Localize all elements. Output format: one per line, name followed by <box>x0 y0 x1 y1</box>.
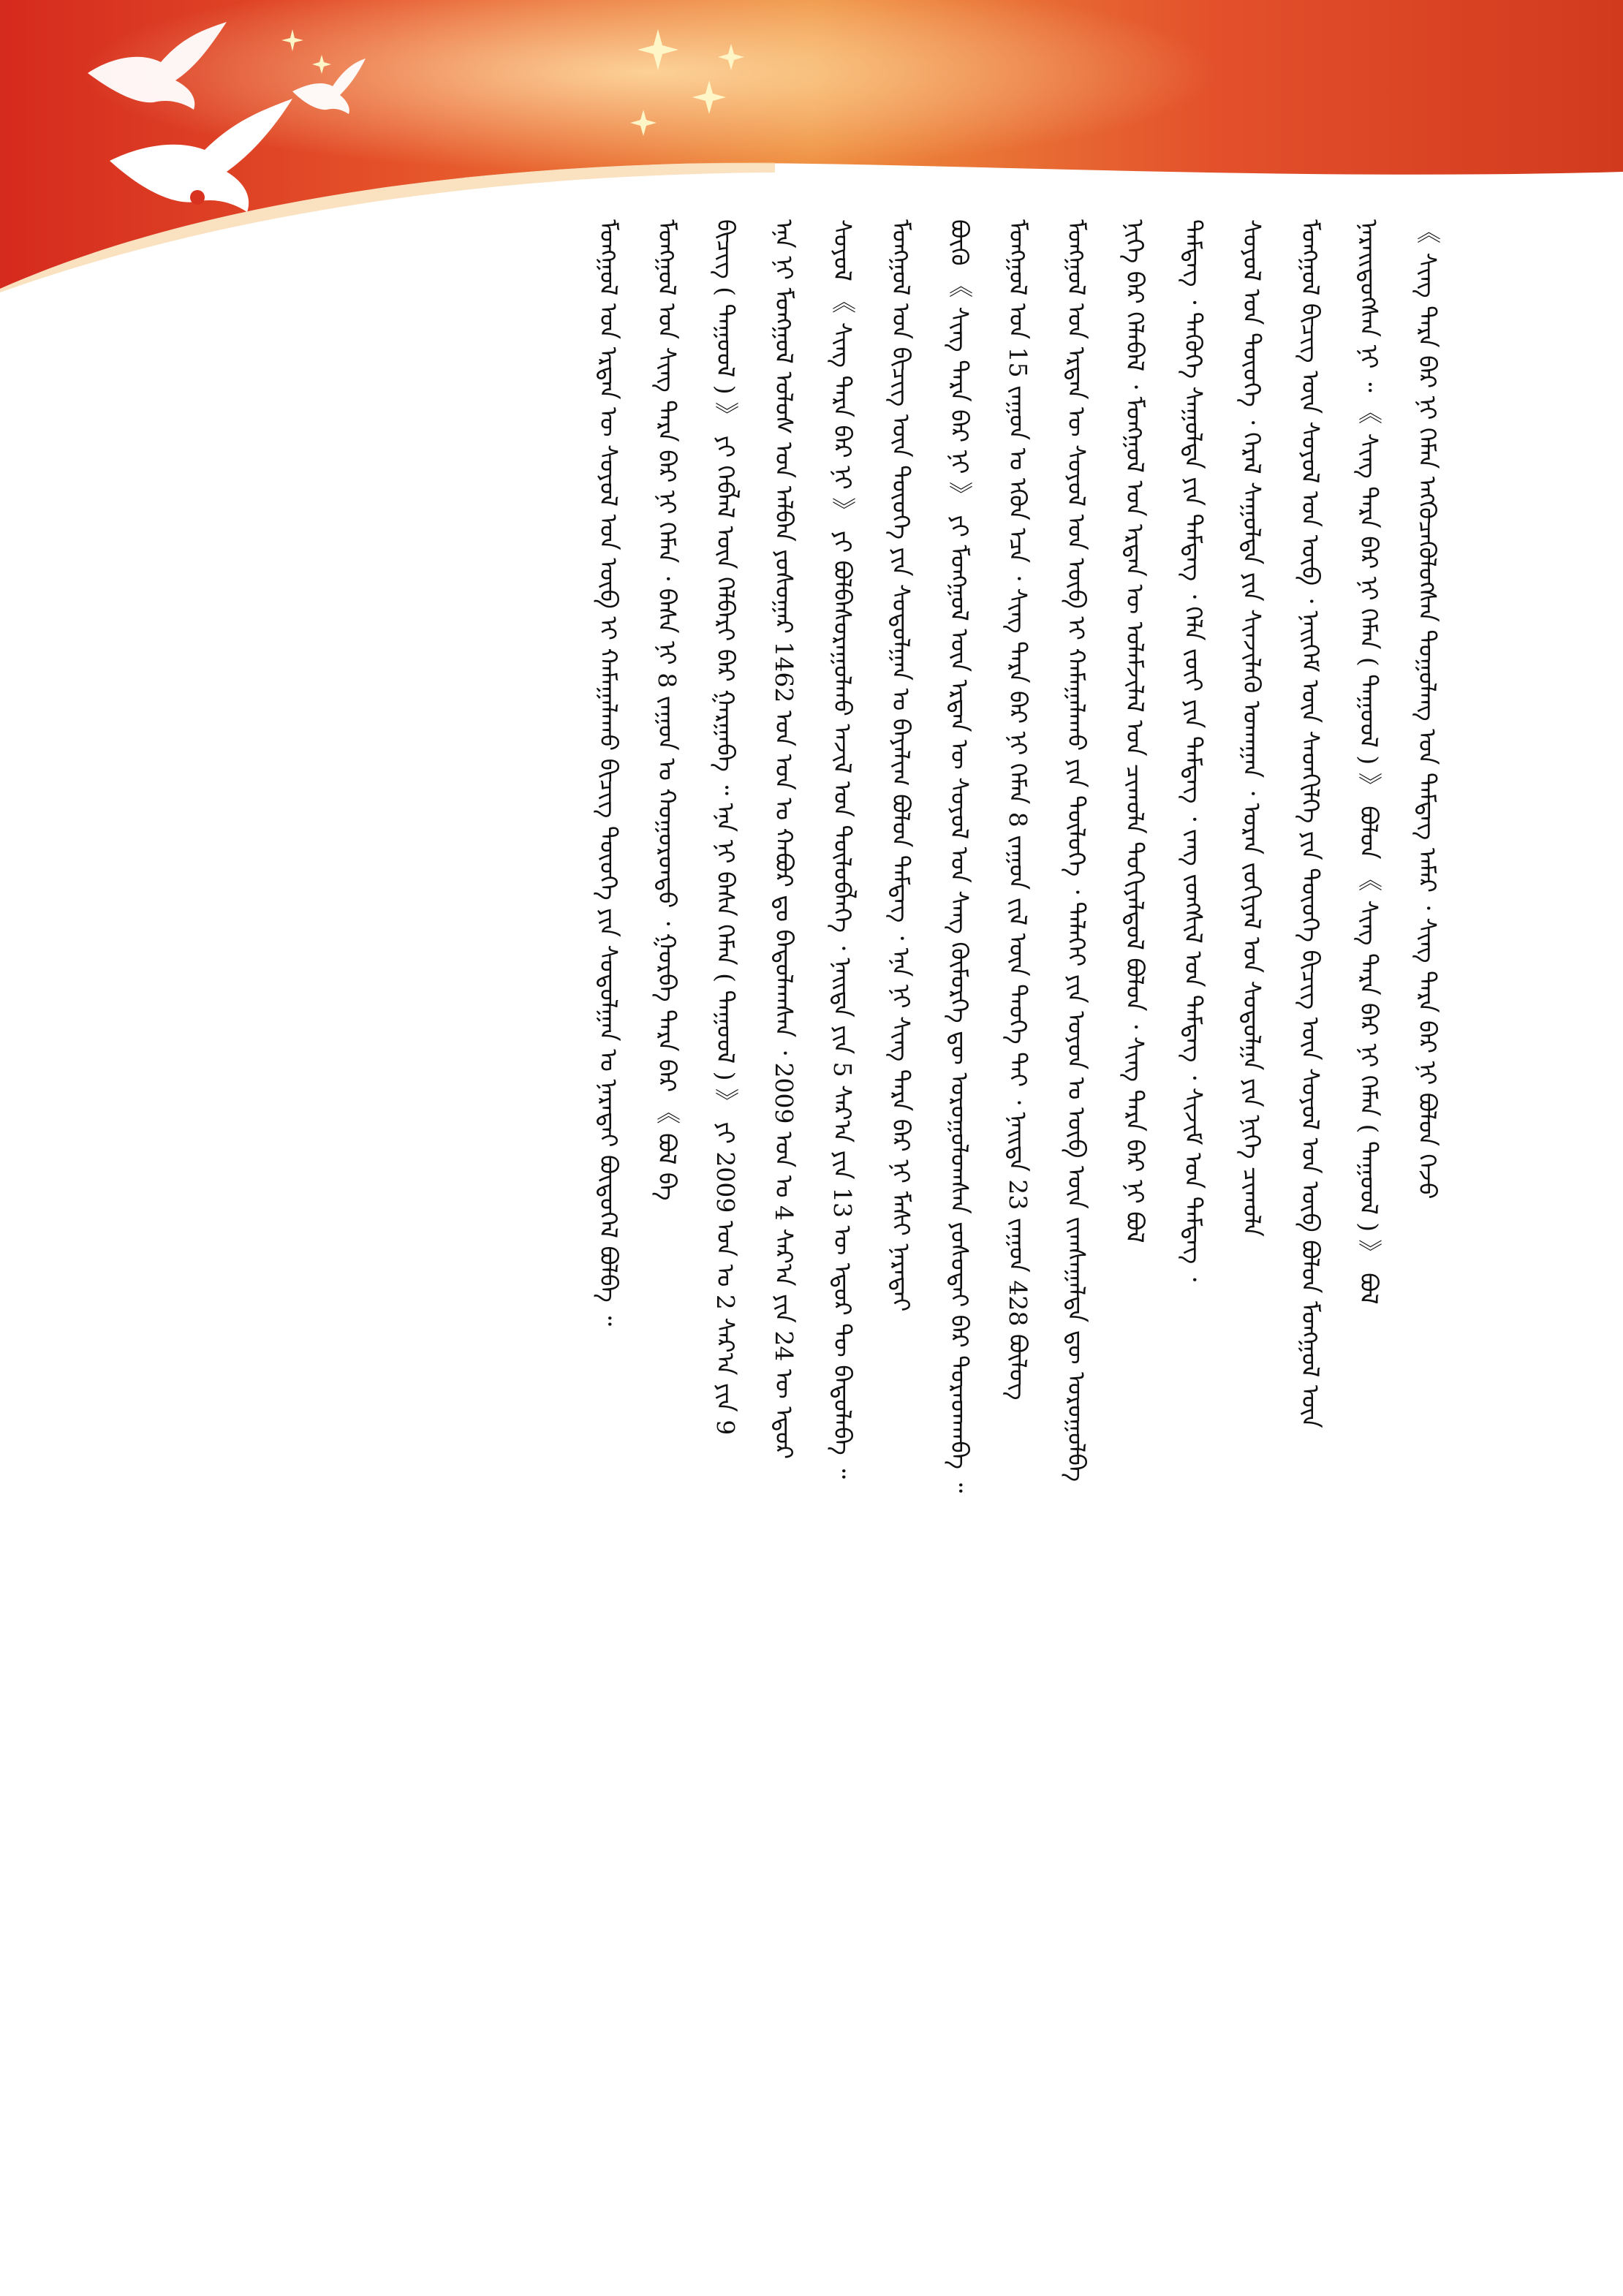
text-column: ᠪᠢᠴᠢᠭ ( ᠳᠠᠭᠤᠤᠯ ) 》 ᠶᠢ ᠬᠡᠪᠯᠡᠯ ᠦᠨ ᠬᠡᠯᠪᠡᠷᠢ ᠪᠠᠷ ᠭᠠᠷᠭᠠᠪᠠ ᠃ ᠡᠨᠡ ᠨᠢ ᠪᠠᠰᠠ ᠬᠡᠮᠡᠨ ( ᠳᠠᠭᠤᠤᠯ ) 》 ᠶᠢ 2009 ᠣᠨ ᠤ 2 ᠰᠠᠷ᠎ᠠ ᠶᠢᠨ 9 <box>711 219 740 1436</box>
text-column: ᠮᠣᠩᠭᠣᠯ ᠤᠨ 15 ᠵᠠᠭᠤᠨ ᠤ ᠡᠭᠦᠨ ᠡᠴᠡ ᠂ ᠰᠢᠩ ᠲᠡᠷᠡ ᠪᠠᠷ ᠨᠢ ᠬᠡᠮᠡᠨ 8 ᠵᠠᠭᠤᠨ ᠵᠢᠯ ᠦᠨ ᠲᠡᠦᠬᠡ ᠲᠠᠢ ᠂ ᠨᠡᠢᠲᠡ 23 ᠵᠠᠭᠤᠨ 428 ᠪᠦᠯᠦᠭ <box>1004 219 1032 1401</box>
text-column: ᠰᠣᠶᠣᠯ 《 ᠰᠢᠩ ᠲᠡᠷᠡ ᠪᠠᠷ ᠨᠢ 》 ᠶᠢ ᠪᠣᠯᠪᠠᠰᠤᠷᠠᠭᠤᠯᠬᠤ ᠠᠵᠢᠯ ᠤᠨ ᠲᠥᠯᠥᠪᠯᠡᠭᠡ ᠂ ᠨᠡᠢᠲᠡ ᠶᠢᠨ 5 ᠰᠠᠷ᠎ᠠ ᠶᠢᠨ 13 ᠦ ᠡᠳᠦᠷ ᠲᠦ ᠪᠠᠲᠤᠯᠠᠪᠠ ᠃ <box>828 219 857 1479</box>
text-column: ᠰᠣᠶᠣᠯ ᠤᠨ ᠲᠦᠦᠬᠡ ᠂ ᠭᠡᠷᠡᠯ ᠰᠠᠭᠤᠯᠲᠠ ᠶᠢᠨ ᠰᠢᠨᠵᠢᠯᠡᠬᠦ ᠤᠬᠠᠭᠠᠨ ᠂ ᠤᠷᠠᠨ ᠵᠣᠬᠢᠶᠠᠯ ᠤᠨ ᠰᠤᠳᠤᠯᠭᠠ ᠶᠢᠨ ᠨᠢᠭᠡ ᠴᠢᠬᠤᠯᠠ <box>1238 219 1266 1237</box>
text-column: ᠮᠣᠩᠭᠣᠯ ᠤᠨ ᠰᠢᠩ ᠲᠡᠷᠡ ᠪᠠᠷ ᠨᠢ ᠬᠡᠮᠡᠨ ᠂ ᠪᠠᠰᠠ ᠨᠢ 8 ᠵᠠᠭᠤᠨ ᠤ ᠬᠣᠭᠣᠷᠤᠨᠳᠤ ᠂ ᠭᠤᠷᠪᠠ ᠲᠡᠷᠡ ᠪᠠᠷ 《 ᠪᠣᠯ ᠪᠠ <box>653 219 681 1201</box>
text-column: ᠮᠣᠩᠭᠣᠯ ᠤᠨ ᠡᠷᠲᠡᠨ ᠦ ᠰᠣᠶᠣᠯ ᠤᠨ ᠦᠪ ᠢ ᠬᠠᠮᠠᠭᠠᠯᠠᠬᠤ ᠶᠢᠨ ᠲᠥᠯᠥᠭᠡ ᠂ ᠳᠡᠯᠡᠬᠡᠢ ᠶᠢᠨ ᠣᠶᠤᠨ ᠤ ᠥᠪ ᠦᠨ ᠵᠢᠭᠰᠠᠭᠠᠯᠲᠠ ᠳᠦ ᠣᠷᠣᠭᠤᠯᠪᠠ <box>1062 219 1091 1482</box>
text-column: ᠡᠨᠡ ᠨᠢ ᠮᠣᠩᠭᠣᠯ ᠤᠯᠤᠰ ᠤᠨ ᠠᠯᠪᠠᠨ ᠶᠣᠰᠣᠭᠠᠷ 1462 ᠤᠨ ᠣᠨ ᠤ ᠬᠠᠪᠤᠷ ᠳᠤ ᠪᠠᠲᠤᠯᠠᠭᠰᠠᠨ ᠂ 2009 ᠣᠨ ᠤ 4 ᠰᠠᠷ᠎ᠠ ᠶᠢᠨ 24 ᠦ ᠡᠳᠦᠷ <box>770 219 798 1460</box>
text-column: ᠮᠣᠩᠭᠣᠯ ᠤᠨ ᠡᠷᠲᠡᠨ ᠦ ᠰᠣᠶᠣᠯ ᠤᠨ ᠦᠪ ᠢ ᠬᠠᠮᠠᠭᠠᠯᠠᠬᠤ ᠪᠢᠴᠢᠭ ᠲᠦᠦᠬᠡ ᠶᠢᠨ ᠰᠤᠳᠤᠯᠭᠠᠨ ᠤ ᠨᠡᠷᠡᠲᠡᠢ ᠪᠦᠲᠦᠭᠡᠯ ᠪᠣᠯᠪᠠ ᠃ <box>594 219 623 1326</box>
text-column: ᠮᠣᠩᠭᠣᠯ ᠤᠨ ᠪᠢᠴᠢᠭ ᠦᠨ ᠲᠦᠦᠬᠡ ᠶᠢᠨ ᠰᠤᠳᠤᠯᠭᠠᠨ ᠤ ᠪᠠᠶᠠᠯᠢᠭ ᠪᠣᠯᠤᠨ ᠲᠡᠮᠳᠡᠭ ᠂ ᠡᠨᠡ ᠨᠢ ᠰᠢᠩ ᠲᠡᠷᠡ ᠪᠠᠷ ᠨᠢ ᠮᠠᠰᠢ ᠨᠡᠷᠡᠲᠡᠢ <box>887 219 915 1312</box>
text-column: ᠨᠢᠭᠡ ᠪᠠᠷ ᠬᠡᠯᠡᠪᠡᠯ ᠂ ᠮᠣᠩᠭᠣᠯ ᠤᠨ ᠡᠷᠲᠡᠨ ᠦ ᠤᠯᠠᠮᠵᠢᠯᠠᠯ ᠤᠨ ᠴᠢᠬᠤᠯᠠ ᠲᠣᠬᠢᠶᠠᠯᠳᠤᠯ ᠪᠣᠯᠤᠨ ᠂ ᠰᠢᠩ ᠲᠡᠷᠡ ᠪᠠᠷ ᠨᠢ ᠪᠣᠯ <box>1121 219 1149 1243</box>
text-column: ᠮᠣᠩᠭᠣᠯ ᠪᠢᠴᠢᠭ ᠦᠨ ᠰᠣᠶᠣᠯ ᠤᠨ ᠦᠪ ᠂ ᠨᠡᠢᠭᠡᠮ ᠦᠨ ᠰᠡᠳᠬᠢᠯᠭᠡ ᠶᠢᠨ ᠲᠦᠦᠬᠡ ᠪᠢᠴᠢᠭ ᠦᠨ ᠰᠣᠶᠣᠯ ᠤᠨ ᠦᠪ ᠪᠣᠯᠤᠨ ᠮᠣᠩᠭᠣᠯ ᠦᠨ <box>1296 219 1325 1428</box>
body-text <box>219 219 1448 2091</box>
text-column: ᠨᠡᠷᠡᠢᠳᠦᠭᠰᠡᠨ ᠨᠢ ᠃ 《 ᠰᠢᠩ ᠲᠡᠷᠡ ᠪᠠᠷ ᠨᠢ ᠬᠡᠮᠡᠨ ( ᠳᠠᠭᠤᠤᠯ ) 》 ᠪᠣᠯᠤᠨ 《 ᠰᠢᠩ ᠲᠡᠷᠡ ᠪᠠᠷ ᠨᠢ ᠬᠡᠮᠡᠨ ( ᠳᠠᠭᠤᠤᠯ ) 》 ᠪᠣᠯ <box>1355 219 1383 1305</box>
text-column: ᠪᠦᠬᠦ 《 ᠰᠢᠩ ᠲᠡᠷᠡ ᠪᠠᠷ ᠨᠢ 》 ᠶᠢ ᠮᠣᠩᠭᠣᠯ ᠦᠨ ᠡᠷᠲᠡᠨ ᠦ ᠰᠣᠶᠣᠯ ᠤᠨ ᠰᠠᠩ ᠬᠥᠮᠥᠷᠭᠡ ᠳᠦ ᠣᠷᠣᠭᠤᠯᠤᠭᠰᠠᠨ ᠶᠣᠰᠣᠲᠠᠢ ᠪᠠᠷ ᠳᠤᠷᠠᠳᠬᠠᠪᠠ ᠃ <box>945 219 974 1493</box>
text-column: ᠲᠡᠮᠳᠡᠭ ᠂ ᠲᠡᠭᠦᠬᠡ ᠰᠠᠭᠤᠯᠲᠠ ᠶᠢᠨ ᠲᠡᠮᠳᠡᠭ ᠂ ᠬᠡᠯᠡ ᠵᠦᠢ ᠶᠢᠨ ᠲᠡᠮᠳᠡᠭ ᠂ ᠵᠠᠩ ᠵᠤᠩᠰᠢᠯ ᠤᠨ ᠲᠡᠮᠳᠡᠭ ᠂ ᠰᠢᠵᠢᠮ ᠤᠨ ᠲᠡᠮᠳᠡᠭ ᠂ <box>1179 219 1208 1282</box>
text-column: 《 ᠰᠢᠩ ᠲᠡᠷᠡ ᠪᠠᠷ ᠨᠢ ᠬᠡᠮᠡᠨ ᠡᠩᠭᠦᠴᠡᠭᠦᠯᠦᠭᠰᠡᠨ ᠳᠣᠭᠤᠯᠠᠩ ᠤᠨ ᠲᠡᠮᠳᠡᠭ ᠠᠮᠠᠷ ᠂ ᠰᠢᠩ ᠲᠡᠷᠡ ᠪᠠᠷ ᠨᠢ ᠪᠣᠯᠤᠨ ᠭᠡᠵᠦ <box>1413 219 1442 1200</box>
